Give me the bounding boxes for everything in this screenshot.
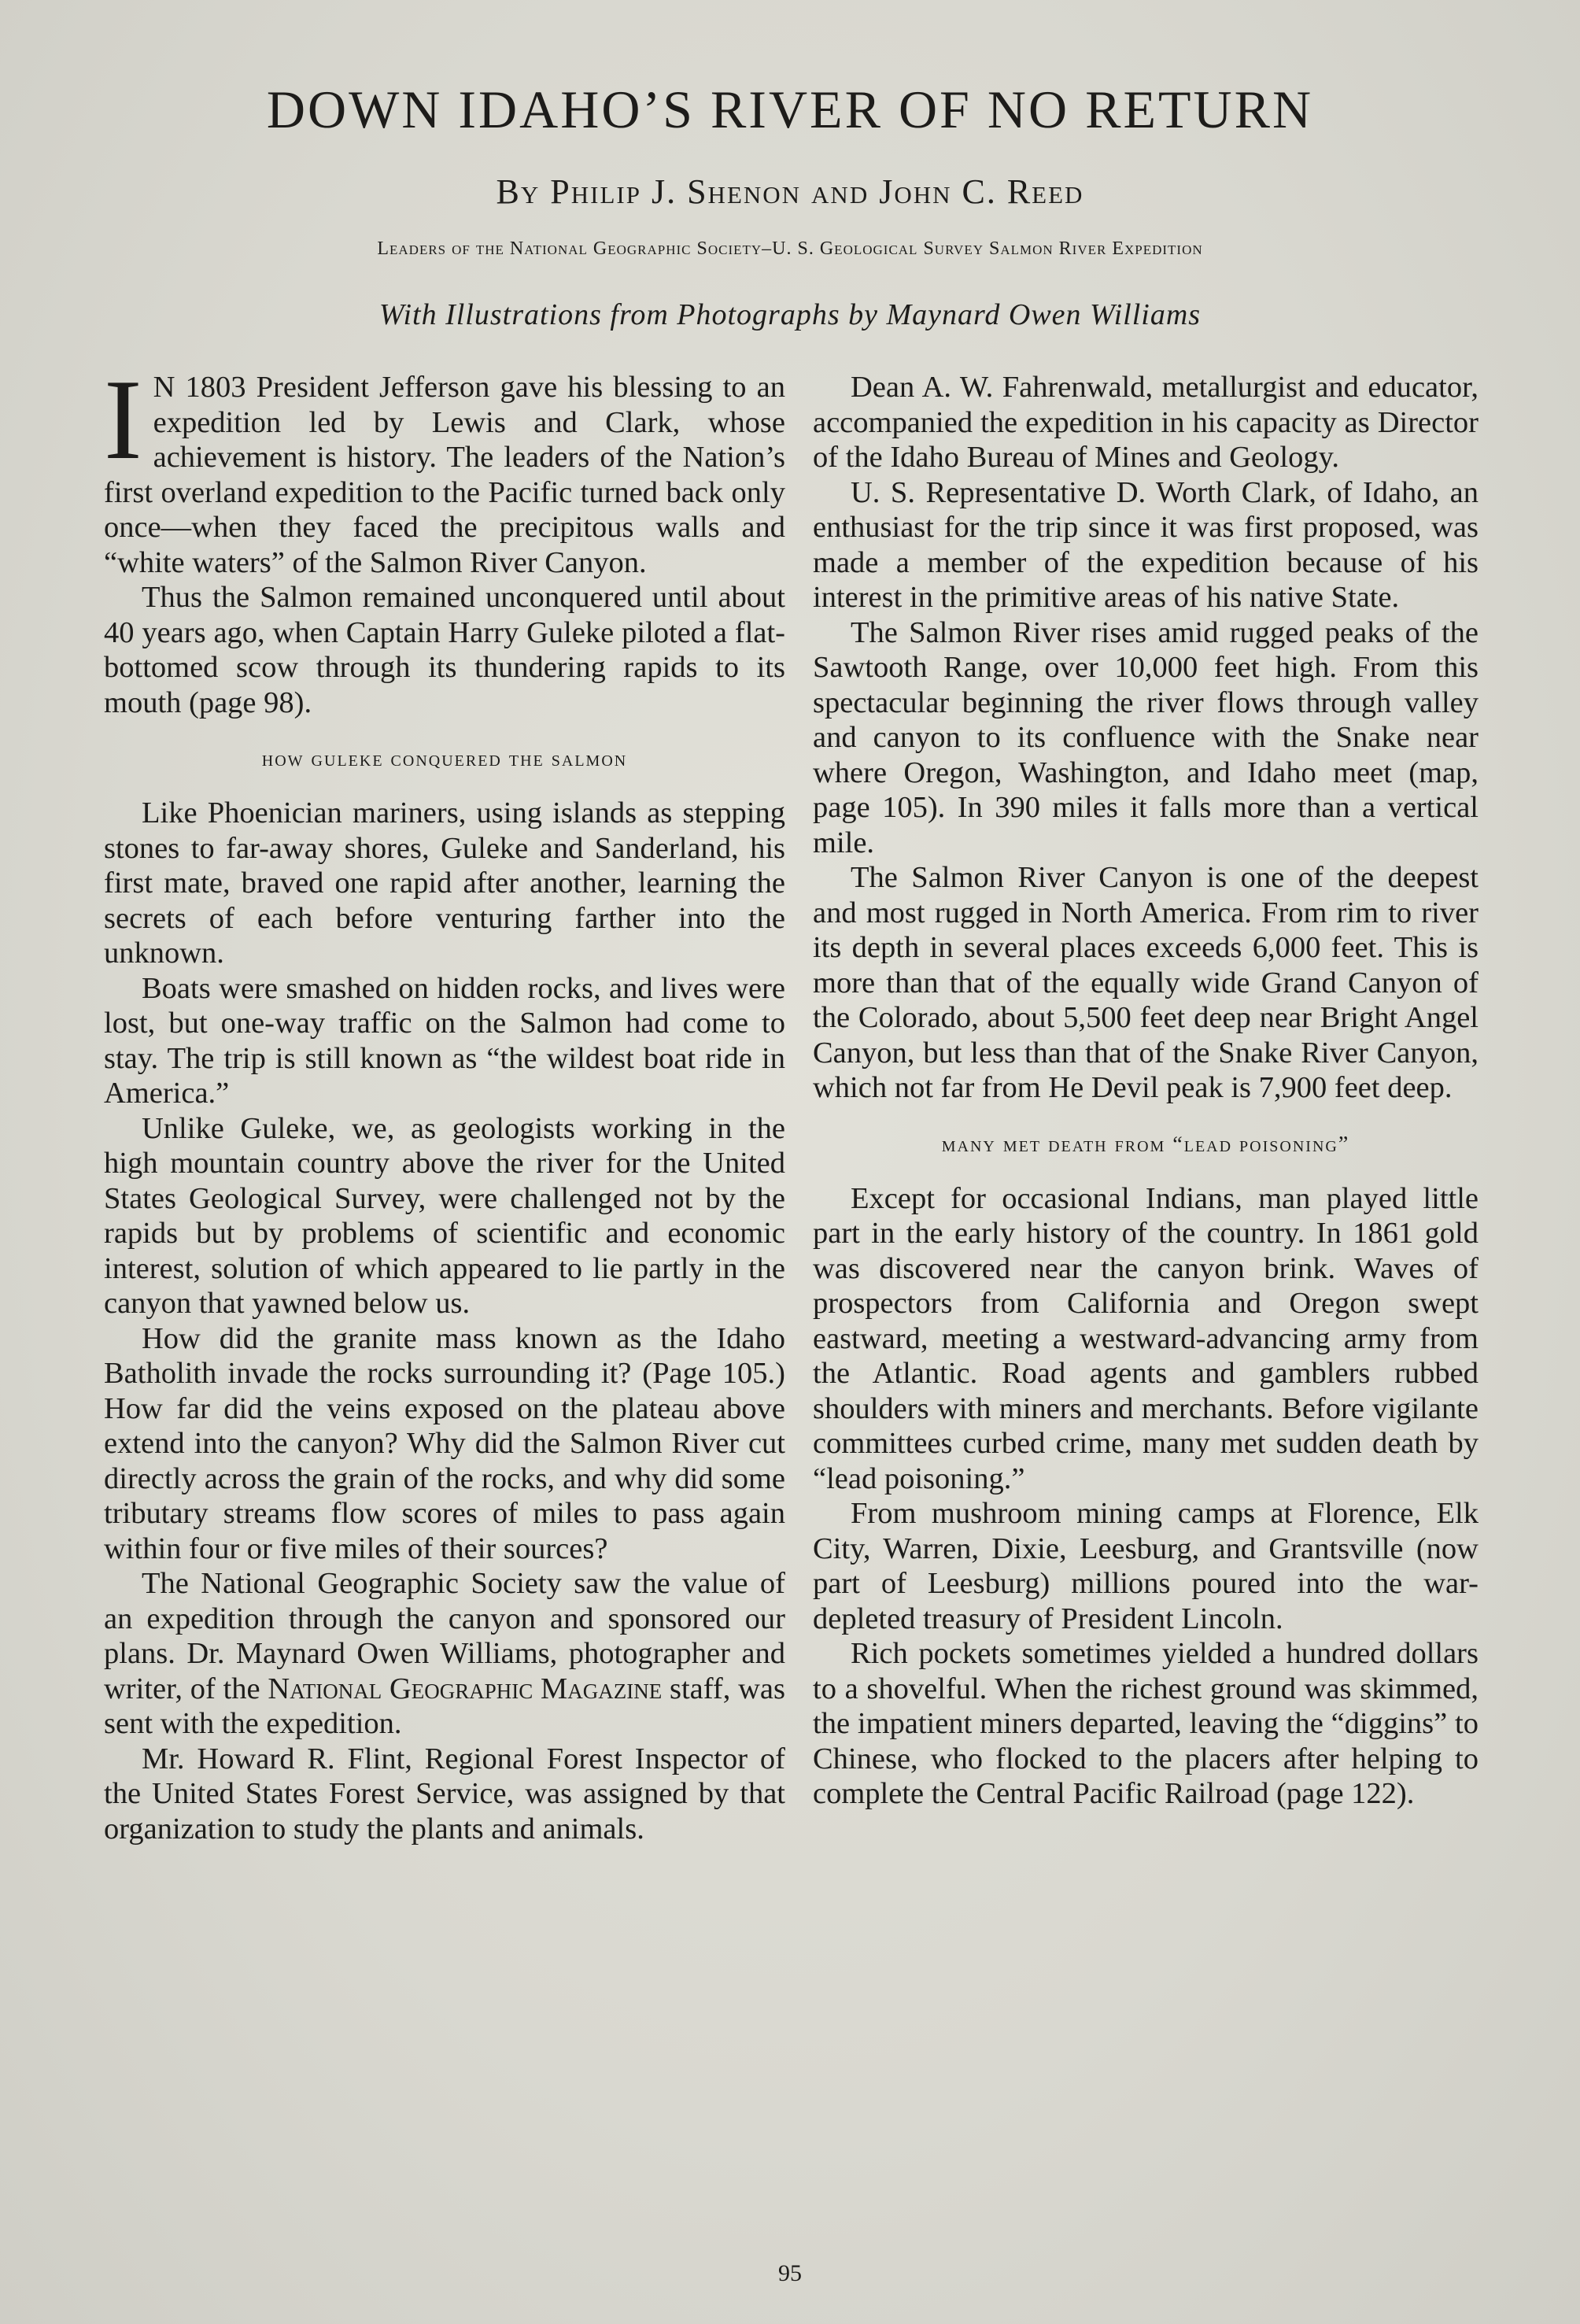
paragraph: From mushroom mining camps at Florence, Elk City, Warren, Dixie, Leesburg, and Grantsville (now part of Leesburg) millions poured into the war-depleted treasury of President Lincoln. xyxy=(813,1497,1478,1635)
article-title: DOWN IDAHO’S RIVER OF NO RETURN xyxy=(266,79,1314,139)
page-number: 95 xyxy=(778,2260,802,2286)
paragraph: Thus the Salmon remained unconquered until about 40 years ago, when Captain Harry Guleke piloted a flat-bottomed scow through its thundering rapids to its mouth (page 98). xyxy=(104,581,785,719)
magazine-name: National Geographic Magazine xyxy=(268,1672,663,1705)
paragraph-text: The National Geographic Society saw the value of an expedition through the canyon and sponsored our plans. Dr. Maynard Owen Williams, photographer and writer, of the xyxy=(104,1567,785,1705)
left-column xyxy=(104,356,785,1846)
section-heading: how guleke conquered the salmon xyxy=(261,747,628,771)
paragraph-text: N 1803 President Jefferson gave his blessing to an expedition led by Lewis and Clark, whose achievement is history. The leaders of the Nation’s first overland expedition to the Pacific turned back only once—when they faced the precipitous walls and “white waters” of the Salmon River Canyon. xyxy=(104,371,785,579)
paragraph: Dean A. W. Fahrenwald, metallurgist and educator, accompanied the expedition in his capacity as Director of the Idaho Bureau of Mines and Geology. xyxy=(813,371,1478,474)
paragraph: How did the granite mass known as the Idaho Batholith invade the rocks surrounding it? (Page 105.) How far did the veins exposed on the plateau above extend into the canyon? Why did the Salmon River cut directly across the grain of the rocks, and why did some tributary streams flow scores of miles to pass again within four or five miles of their sources? xyxy=(104,1321,785,1565)
paragraph: U. S. Representative D. Worth Clark, of Idaho, an enthusiast for the trip since it was first proposed, was made a member of the expedition because of his interest in the primitive areas of his native State. xyxy=(813,475,1478,614)
paragraph: The Salmon River Canyon is one of the deepest and most rugged in North America. From rim to river its depth in several places exceeds 6,000 feet. This is more than that of the equally wide Grand Canyon of the Colorado, about 5,500 feet deep near Bright Angel Canyon, but less than that of the Snake River Canyon, which not far from He Devil peak is 7,900 feet deep. xyxy=(813,861,1478,1104)
paragraph xyxy=(104,1566,785,1742)
paragraph: Unlike Guleke, we, as geologists working in the high mountain country above the river for the United States Geological Survey, were challenged not by the rapids but by problems of scientific and economic interest, solution of which appeared to lie partly in the canyon that yawned below us. xyxy=(104,1111,785,1320)
illustrations-credit: With Illustrations from Photographs by Maynard Owen Williams xyxy=(378,298,1202,331)
drop-cap: I xyxy=(104,356,142,483)
paragraph: The Salmon River rises amid rugged peaks of the Sawtooth Range, over 10,000 feet high. From this spectacular beginning the river flows through valley and canyon to its confluence with the Snake near where Oregon, Washington, and Idaho meet (map, page 105). In 390 miles it falls more than a vertical mile. xyxy=(813,615,1478,859)
byline: By Philip J. Shenon and John C. Reed xyxy=(496,172,1084,211)
section-heading: many met death from “lead poisoning” xyxy=(941,1132,1350,1157)
paragraph: Boats were smashed on hidden rocks, and lives were lost, but one-way traffic on the Salmon had come to stay. The trip is still known as “the wildest boat ride in America.” xyxy=(104,971,785,1110)
leaders-credit: Leaders of the National Geographic Society–U. S. Geological Survey Salmon River Expedition xyxy=(377,238,1203,259)
paragraph: Like Phoenician mariners, using islands as stepping stones to far-away shores, Guleke and Sanderland, his first mate, braved one rapid after another, learning the secrets of each before venturing farther into the unknown. xyxy=(104,796,785,970)
paragraph-text: staff, was sent with the expedition. xyxy=(104,1672,785,1740)
paragraph: Mr. Howard R. Flint, Regional Forest Inspector of the United States Forest Service, was assigned by that organization to study the plants and animals. xyxy=(104,1742,785,1846)
right-column xyxy=(813,370,1478,1812)
paragraph xyxy=(104,356,785,580)
paragraph: Except for occasional Indians, man played little part in the early history of the country. In 1861 gold was discovered near the canyon brink. Waves of prospectors from California and Oregon swept eastward, meeting a westward-advancing army from the Atlantic. Road agents and gamblers rubbed shoulders with miners and merchants. Before vigilante committees curbed crime, many met sudden death by “lead poisoning.” xyxy=(813,1181,1478,1495)
paragraph: Rich pockets sometimes yielded a hundred dollars to a shovelful. When the richest ground was skimmed, the impatient miners departed, leaving the “diggins” to Chinese, who flocked to the placers after helping to complete the Central Pacific Railroad (page 122). xyxy=(813,1637,1478,1810)
